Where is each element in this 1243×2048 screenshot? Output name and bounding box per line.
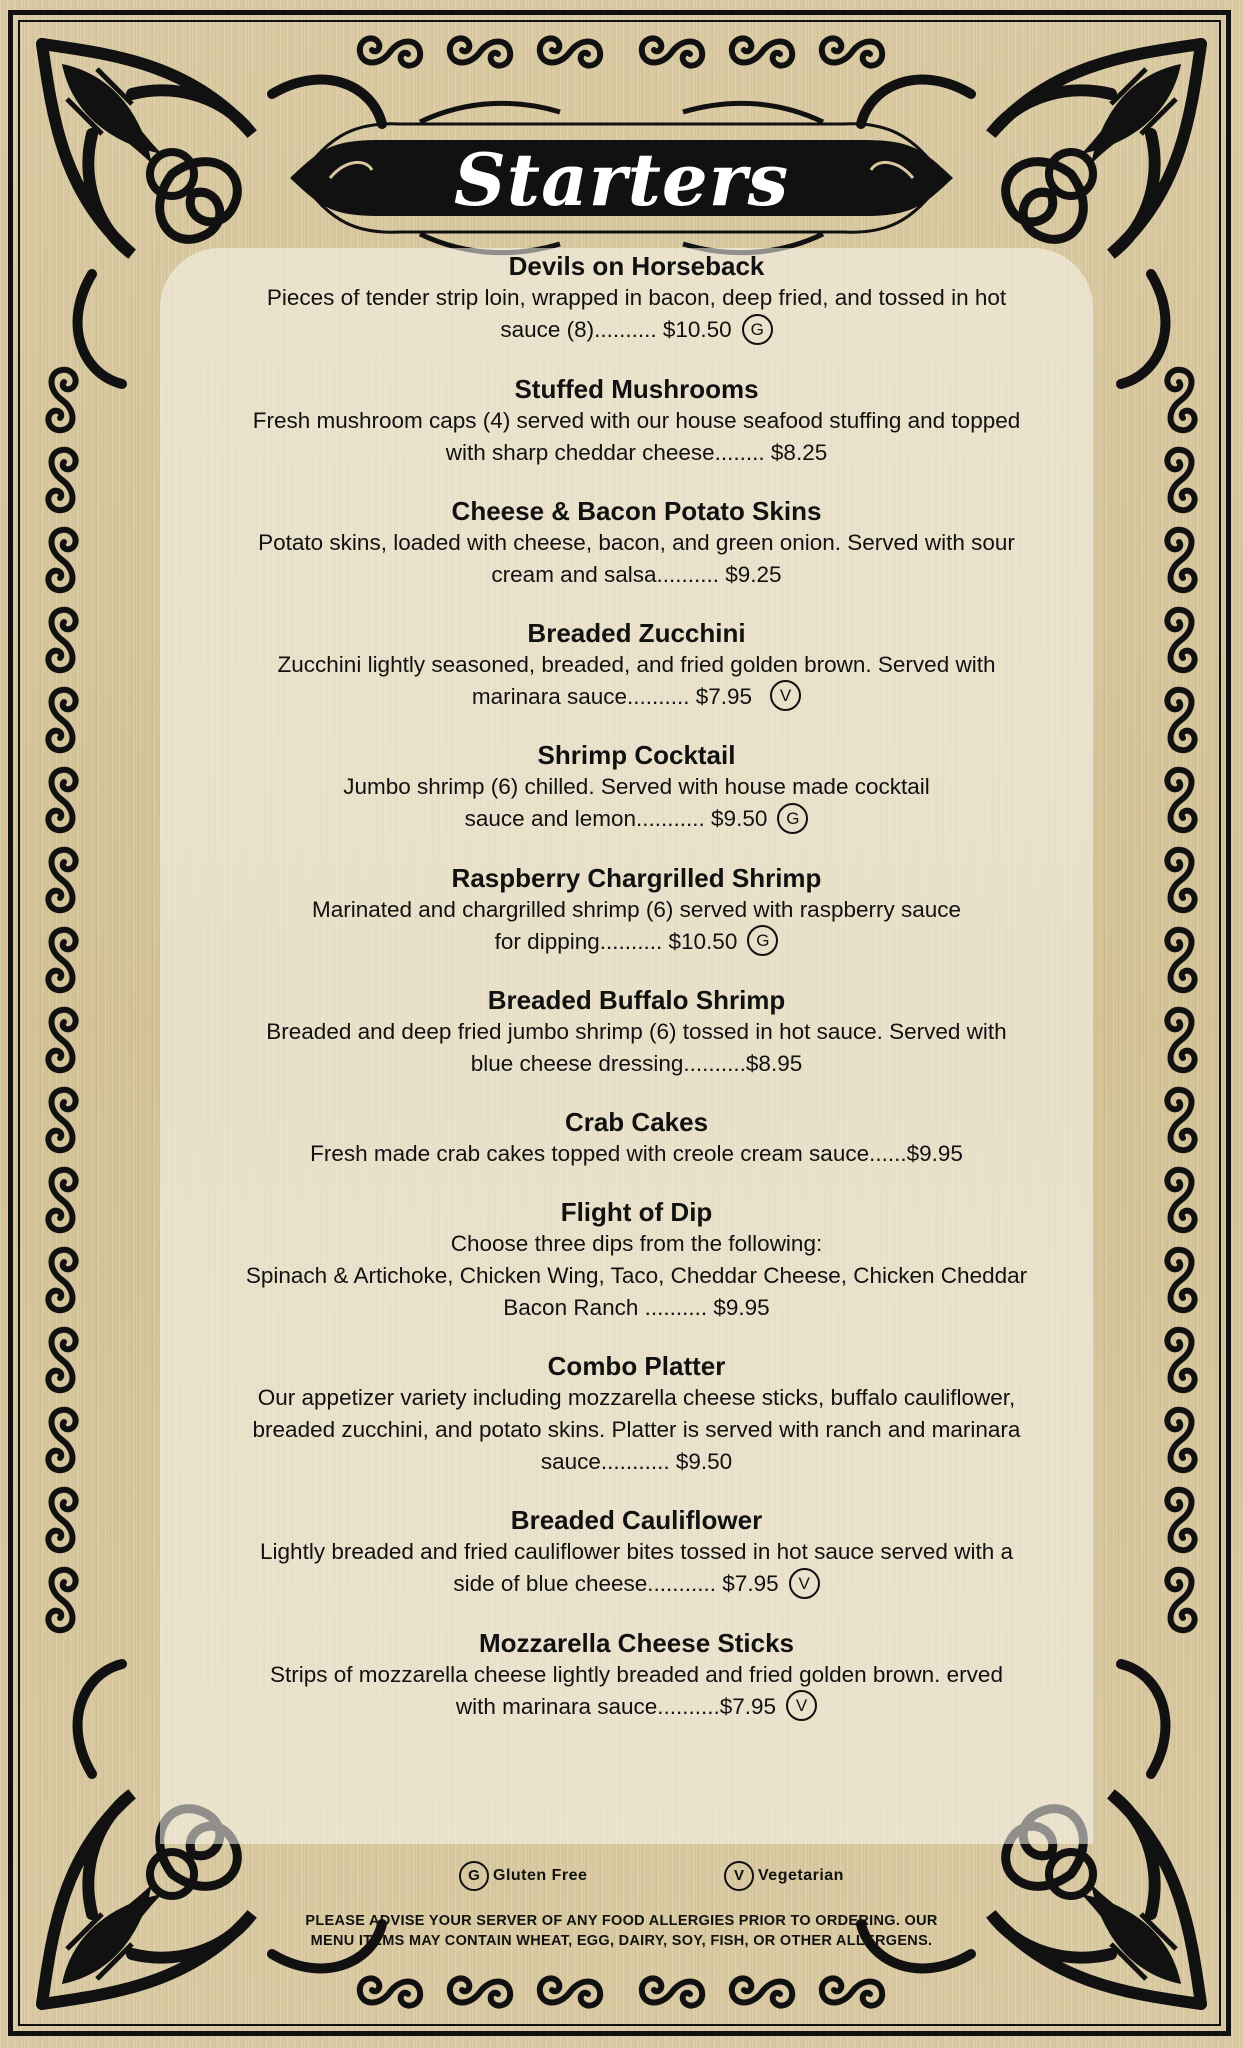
- item-name: Cheese & Bacon Potato Skins: [451, 495, 822, 526]
- menu-item: [200, 984, 1073, 1080]
- item-description-line: Pieces of tender strip loin, wrapped in bacon, deep fried, and tossed in hot: [266, 285, 1007, 310]
- vegetarian-badge-icon: V: [786, 1690, 817, 1721]
- gluten-free-badge-icon: G: [747, 925, 778, 956]
- menu-item: [200, 617, 1073, 714]
- legend-label: Gluten Free: [493, 1867, 588, 1884]
- vegetarian-badge-icon: V: [724, 1861, 754, 1891]
- legend-gluten-free: [459, 1861, 587, 1891]
- item-description-line: Zucchini lightly seasoned, breaded, and fried golden brown. Served with: [277, 651, 996, 677]
- item-name: Crab Cakes: [564, 1107, 709, 1138]
- item-description-line: Fresh mushroom caps (4) served with our house seafood stuffing and topped: [252, 407, 1021, 433]
- item-price-line: Bacon Ranch .......... $9.95: [503, 1295, 770, 1321]
- legend-label: Vegetarian: [758, 1867, 844, 1884]
- item-name: Stuffed Mushrooms: [514, 373, 759, 404]
- item-description: [200, 405, 1073, 469]
- item-description-line: Jumbo shrimp (6) chilled. Served with house made cocktail: [343, 774, 930, 800]
- item-price-line: with sharp cheddar cheese........ $8.25: [445, 439, 828, 465]
- item-description-line: Marinated and chargrilled shrimp (6) served with raspberry sauce: [311, 896, 962, 922]
- gluten-free-badge-icon: G: [777, 803, 808, 834]
- item-description: [200, 1659, 1073, 1724]
- menu-item: [200, 495, 1073, 591]
- menu-item: [200, 1196, 1073, 1324]
- item-description: [200, 282, 1073, 347]
- item-name: Breaded Zucchini: [527, 617, 746, 648]
- allergy-disclaimer: [300, 1911, 943, 1951]
- item-price-line: Fresh made crab cakes topped with creole cream sauce......$9.95: [310, 1141, 963, 1167]
- item-name: Devils on Horseback: [508, 251, 765, 281]
- menu-item: [200, 862, 1073, 959]
- item-price-line: sauce and lemon........... $9.50: [464, 806, 768, 832]
- item-name: Breaded Cauliflower: [510, 1505, 763, 1536]
- item-name: Combo Platter: [547, 1351, 726, 1382]
- menu-item: [200, 373, 1073, 469]
- item-name: Breaded Buffalo Shrimp: [487, 985, 786, 1016]
- item-name: Shrimp Cocktail: [537, 740, 736, 771]
- item-description: [200, 1536, 1073, 1601]
- menu-item: [200, 1106, 1073, 1170]
- item-price-line: side of blue cheese........... $7.95: [453, 1571, 779, 1597]
- item-name: Flight of Dip: [560, 1197, 713, 1228]
- menu-items-list: [200, 250, 1073, 1749]
- gluten-free-badge-icon: G: [459, 1861, 489, 1891]
- item-name: Mozzarella Cheese Sticks: [478, 1627, 795, 1658]
- menu-title: Starters: [453, 137, 790, 222]
- item-name: Raspberry Chargrilled Shrimp: [451, 862, 822, 893]
- item-price-line: with marinara sauce..........$7.95: [455, 1693, 777, 1719]
- item-description: [200, 894, 1073, 959]
- item-description: [200, 1016, 1073, 1080]
- vegetarian-badge-icon: V: [789, 1568, 820, 1599]
- item-price-line: sauce........... $9.50: [540, 1449, 733, 1475]
- item-description: [200, 1382, 1073, 1478]
- menu-item: [200, 1627, 1073, 1724]
- item-description-line: Breaded and deep fried jumbo shrimp (6) tossed in hot sauce. Served with: [266, 1019, 1007, 1045]
- item-description-line: breaded zucchini, and potato skins. Platter is served with ranch and marinara: [252, 1417, 1021, 1443]
- disclaimer-line: MENU ITEMS MAY CONTAIN WHEAT, EGG, DAIRY, SOY, FISH, OR OTHER ALLERGENS.: [310, 1933, 933, 1949]
- menu-item: [200, 1504, 1073, 1601]
- item-description-line: Strips of mozzarella cheese lightly breaded and fried golden brown. erved: [270, 1661, 1003, 1687]
- disclaimer-line: PLEASE ADVISE YOUR SERVER OF ANY FOOD ALLERGIES PRIOR TO ORDERING. OUR: [305, 1913, 938, 1929]
- gluten-free-badge-icon: G: [742, 314, 773, 345]
- item-description: [200, 527, 1073, 591]
- item-description-line: Lightly breaded and fried cauliflower bites tossed in hot sauce served with a: [260, 1539, 1013, 1565]
- item-description-line: Spinach & Artichoke, Chicken Wing, Taco, Cheddar Cheese, Chicken Cheddar: [245, 1263, 1028, 1289]
- item-description: [200, 1228, 1073, 1324]
- item-price-line: cream and salsa.......... $9.25: [491, 561, 782, 587]
- item-description-line: Choose three dips from the following:: [450, 1231, 823, 1257]
- item-price-line: for dipping.......... $10.50: [494, 928, 738, 954]
- item-description: [200, 1138, 1073, 1170]
- item-description: [200, 649, 1073, 714]
- dietary-legend: [0, 1861, 1243, 1891]
- item-price-line: sauce (8).......... $10.50: [500, 317, 732, 342]
- menu-item: [200, 1350, 1073, 1478]
- item-price-line: blue cheese dressing..........$8.95: [470, 1051, 803, 1077]
- menu-item: [200, 250, 1073, 347]
- menu-item: [200, 739, 1073, 836]
- vegetarian-badge-icon: V: [770, 680, 801, 711]
- item-description-line: Our appetizer variety including mozzarella cheese sticks, buffalo cauliflower,: [257, 1385, 1016, 1411]
- item-description: [200, 771, 1073, 836]
- legend-vegetarian: [724, 1861, 844, 1891]
- item-price-line: marinara sauce.......... $7.95: [471, 683, 753, 709]
- item-description-line: Potato skins, loaded with cheese, bacon, and green onion. Served with sour: [258, 529, 1015, 555]
